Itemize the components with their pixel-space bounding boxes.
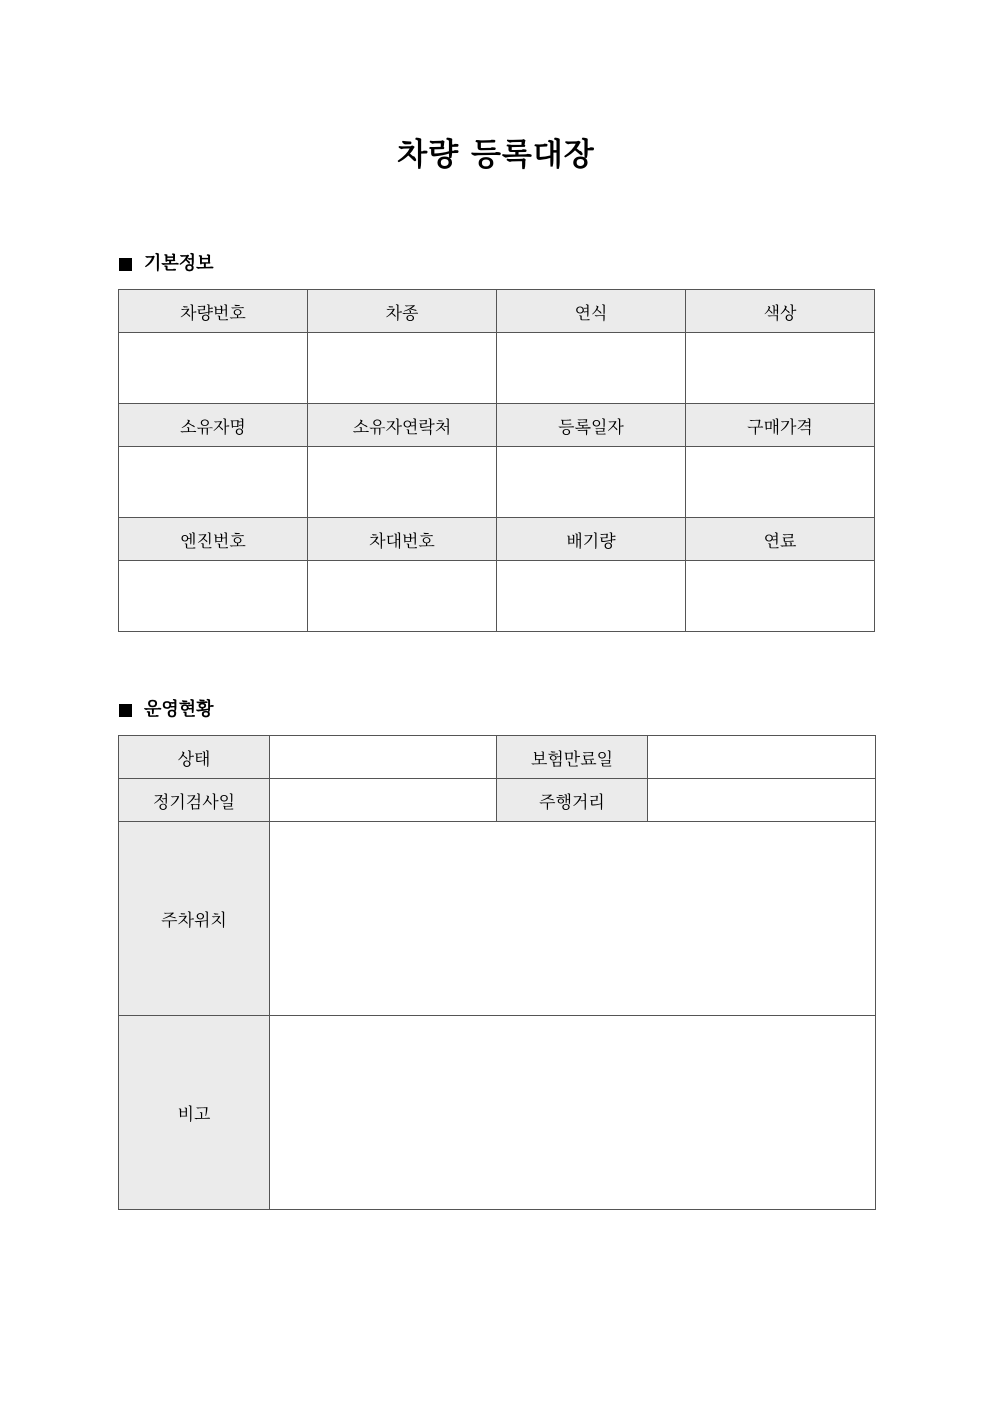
field-status[interactable] xyxy=(270,736,497,779)
field-parking-location[interactable] xyxy=(270,822,876,1016)
section-heading-operation xyxy=(119,698,214,722)
label-inspection-date: 정기검사일 xyxy=(119,779,270,822)
label-mileage: 주행거리 xyxy=(497,779,648,822)
label-owner-name: 소유자명 xyxy=(119,404,308,447)
label-parking-location: 주차위치 xyxy=(119,822,270,1016)
operation-table xyxy=(118,735,876,1210)
field-purchase-price[interactable] xyxy=(686,447,875,518)
label-registration-date: 등록일자 xyxy=(497,404,686,447)
label-vehicle-number: 차량번호 xyxy=(119,290,308,333)
page-title: 차량 등록대장 xyxy=(397,137,595,173)
field-owner-contact[interactable] xyxy=(308,447,497,518)
section-heading-basic-info xyxy=(119,252,214,276)
field-engine-number[interactable] xyxy=(119,561,308,632)
label-purchase-price: 구매가격 xyxy=(686,404,875,447)
field-inspection-date[interactable] xyxy=(270,779,497,822)
label-color: 색상 xyxy=(686,290,875,333)
field-insurance-expiry[interactable] xyxy=(648,736,876,779)
label-vehicle-type: 차종 xyxy=(308,290,497,333)
label-model-year: 연식 xyxy=(497,290,686,333)
field-color[interactable] xyxy=(686,333,875,404)
field-model-year[interactable] xyxy=(497,333,686,404)
field-chassis-number[interactable] xyxy=(308,561,497,632)
field-registration-date[interactable] xyxy=(497,447,686,518)
label-insurance-expiry: 보험만료일 xyxy=(497,736,648,779)
basic-info-table xyxy=(118,289,875,632)
section-heading-label: 운영현황 xyxy=(144,699,214,720)
section-heading-label: 기본정보 xyxy=(144,253,214,274)
field-mileage[interactable] xyxy=(648,779,876,822)
label-owner-contact: 소유자연락처 xyxy=(308,404,497,447)
field-owner-name[interactable] xyxy=(119,447,308,518)
square-bullet-icon xyxy=(119,258,132,271)
label-status: 상태 xyxy=(119,736,270,779)
field-vehicle-number[interactable] xyxy=(119,333,308,404)
field-vehicle-type[interactable] xyxy=(308,333,497,404)
label-displacement: 배기량 xyxy=(497,518,686,561)
label-fuel: 연료 xyxy=(686,518,875,561)
field-fuel[interactable] xyxy=(686,561,875,632)
field-remarks[interactable] xyxy=(270,1016,876,1210)
square-bullet-icon xyxy=(119,704,132,717)
label-chassis-number: 차대번호 xyxy=(308,518,497,561)
label-remarks: 비고 xyxy=(119,1016,270,1210)
field-displacement[interactable] xyxy=(497,561,686,632)
label-engine-number: 엔진번호 xyxy=(119,518,308,561)
